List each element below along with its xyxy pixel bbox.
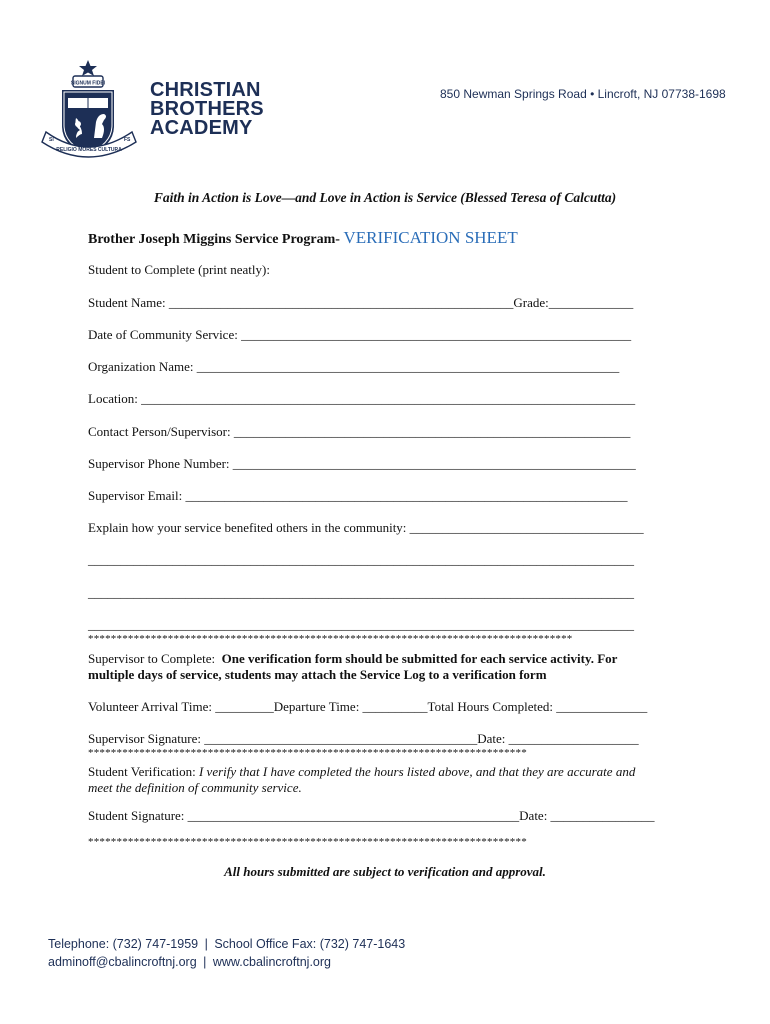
section-divider: *************************************************************************************: [88, 633, 573, 645]
organization-name-field[interactable]: Organization Name: _________________________________________________________________: [88, 359, 620, 374]
footer-contact: [48, 937, 405, 951]
school-name: [150, 81, 264, 138]
location-field[interactable]: Location: ____________________________________________________________________________: [88, 391, 636, 406]
footer-web: [48, 955, 331, 969]
service-date-field[interactable]: Date of Community Service: ____________________________________________________________: [88, 327, 632, 342]
school-name-line-1: CHRISTIAN: [150, 79, 261, 101]
verification-statement-1: I verify that I have completed the hours listed above, and that they are accurate and: [198, 764, 636, 779]
motto: Faith in Action is Love—and Love in Action is Service (Blessed Teresa of Calcutta): [153, 190, 617, 205]
supervisor-label: Supervisor to Complete:: [88, 651, 216, 666]
footer-phone: Telephone: (732) 747-1959: [48, 937, 199, 951]
footer-fax: School Office Fax: (732) 747-1643: [214, 937, 406, 951]
student-verification: [88, 764, 635, 780]
contact-person-field[interactable]: Contact Person/Supervisor: _____________________________________________________________: [88, 424, 631, 439]
verification-sheet-title: VERIFICATION SHEET: [343, 228, 518, 247]
supervisor-instructions: [88, 651, 617, 667]
footer-separator: |: [204, 937, 208, 951]
student-verification-label: Student Verification:: [88, 764, 196, 779]
svg-text:SIGNUM FIDEI: SIGNUM FIDEI: [70, 80, 106, 87]
student-name-field[interactable]: Student Name: _____________________________________________________Grade:_____________: [88, 295, 634, 310]
school-crest-logo: [40, 58, 140, 163]
supervisor-note-1: One verification form should be submitted for each service activity. For: [221, 651, 618, 666]
school-name-line-3: ACADEMY: [150, 117, 253, 139]
explanation-blank-line[interactable]: ____________________________________________________________________________________: [88, 617, 634, 632]
svg-text:FS: FS: [124, 137, 131, 143]
program-name: Brother Joseph Miggins Service Program-: [88, 232, 340, 247]
footer-email[interactable]: adminoff@cbalincroftnj.org: [48, 955, 197, 969]
section-divider: *****************************************************************************: [88, 836, 527, 848]
svg-text:RELIGIO MORES CULTURA: RELIGIO MORES CULTURA: [56, 147, 122, 153]
svg-text:SI: SI: [49, 137, 54, 143]
footer-website[interactable]: www.cbalincroftnj.org: [212, 955, 331, 969]
supervisor-signature-field[interactable]: Supervisor Signature: __________________________________________Date: ____________________: [88, 731, 639, 746]
school-address: 850 Newman Springs Road • Lincroft, NJ 07738-1698: [440, 87, 726, 101]
service-explanation-field[interactable]: Explain how your service benefited others in the community: ____________________________________: [88, 520, 644, 535]
supervisor-email-field[interactable]: Supervisor Email: ____________________________________________________________________: [88, 488, 628, 503]
section-divider: *****************************************************************************: [88, 747, 527, 759]
school-name-line-2: BROTHERS: [150, 98, 264, 120]
final-note: All hours submitted are subject to verification and approval.: [224, 864, 546, 879]
explanation-blank-line[interactable]: ____________________________________________________________________________________: [88, 552, 634, 567]
student-intro: Student to Complete (print neatly):: [88, 262, 270, 277]
student-signature-field[interactable]: Student Signature: ___________________________________________________Date: ________________: [88, 808, 655, 823]
time-fields[interactable]: Volunteer Arrival Time: _________Departure Time: __________Total Hours Completed: ______________: [88, 699, 648, 714]
explanation-blank-line[interactable]: ____________________________________________________________________________________: [88, 585, 634, 600]
verification-statement-2: meet the definition of community service.: [88, 780, 302, 795]
supervisor-phone-field[interactable]: Supervisor Phone Number: ______________________________________________________________: [88, 456, 636, 471]
supervisor-note-2: multiple days of service, students may attach the Service Log to a verification form: [88, 667, 547, 682]
crest-icon: [40, 58, 140, 163]
footer-separator: |: [203, 955, 207, 969]
program-title: [88, 228, 518, 248]
